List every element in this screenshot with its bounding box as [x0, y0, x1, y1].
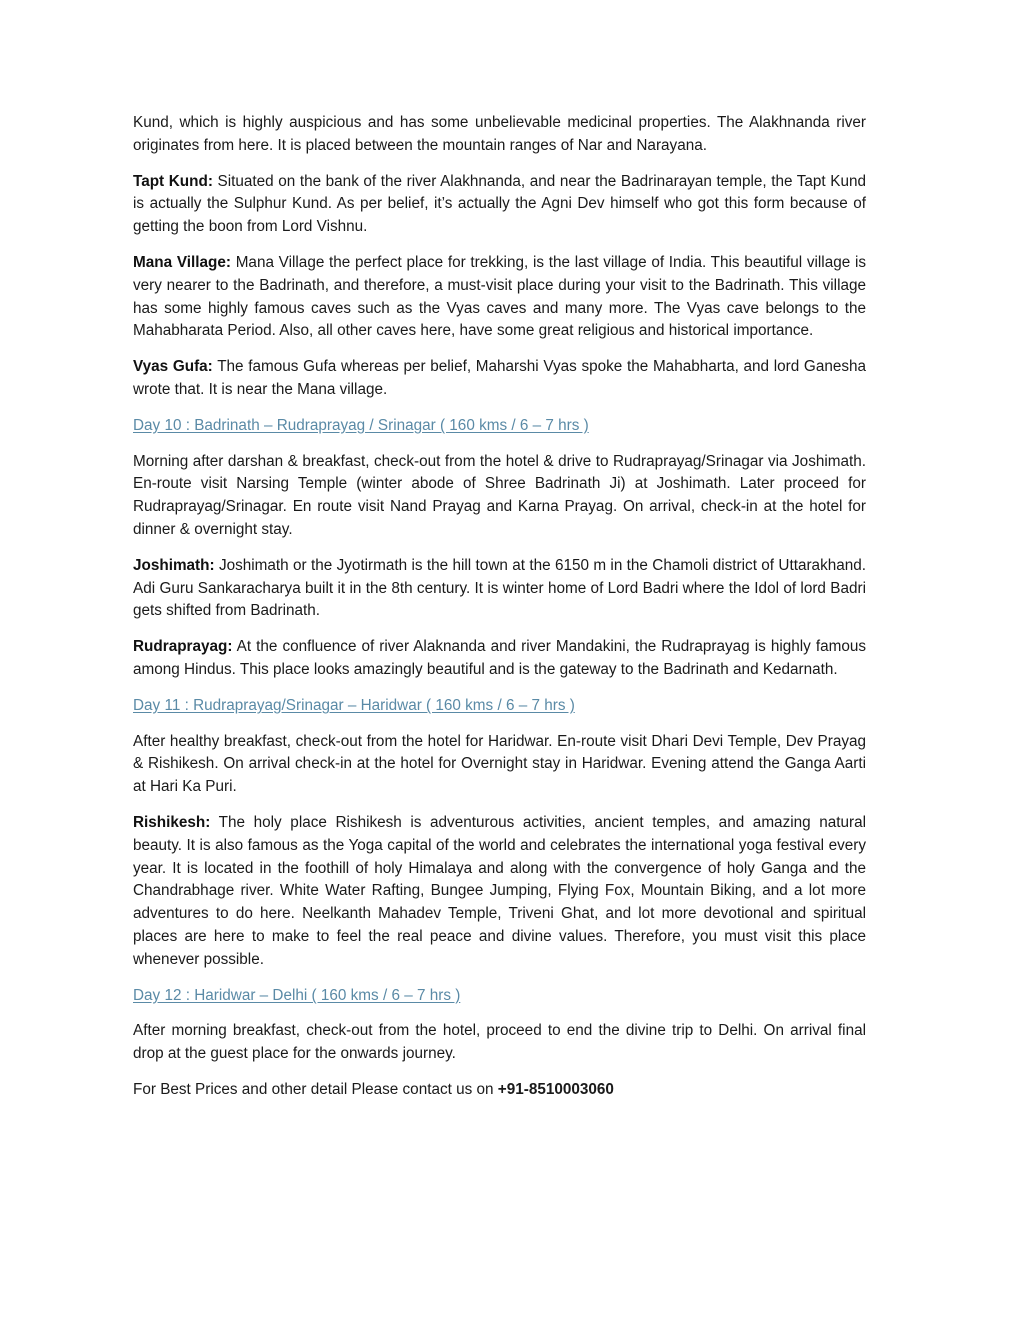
rudraprayag-term: Rudraprayag:	[133, 638, 233, 656]
document-page	[133, 112, 866, 1102]
mana-village-term: Mana Village:	[133, 253, 231, 271]
contact-text: For Best Prices and other detail Please contact us on	[133, 1080, 498, 1098]
rishikesh-term: Rishikesh:	[133, 813, 211, 831]
day12-paragraph: After morning breakfast, check-out from the hotel, proceed to end the divine trip to Delhi. On arrival final drop at the guest place for the onwards journey.	[133, 1022, 866, 1063]
vyas-gufa-term: Vyas Gufa:	[133, 358, 213, 376]
tapt-kund-text: Situated on the bank of the river Alakhnanda, and near the Badrinarayan temple, the Tapt Kund is actually the Sulphur Kund. As per belief, it’s actually the Agni Dev himself who got this form because of getting the boon from Lord Vishnu.	[133, 172, 866, 236]
joshimath-text: Joshimath or the Jyotirmath is the hill town at the 6150 m in the Chamoli district of Uttarakhand. Adi Guru Sankaracharya built it in the 8th century. It is winter home of Lord Badri where the Idol of lord Badri gets shifted from Badrinath.	[133, 556, 866, 620]
contact-phone: +91-8510003060	[497, 1080, 614, 1098]
vyas-gufa-paragraph	[133, 356, 866, 402]
mana-village-paragraph	[133, 252, 866, 343]
mana-village-text: Mana Village the perfect place for trekking, is the last village of India. This beautiful village is very nearer to the Badrinath, and therefore, a must-visit place during your visit to the Badrinath. This village has some highly famous caves such as the Vyas caves and many more. The Vyas cave belongs to the Mahabharata Period. Also, all other caves here, have some great religious and historical importance.	[133, 253, 867, 340]
rishikesh-text: The holy place Rishikesh is adventurous activities, ancient temples, and amazing natural beauty. It is also famous as the Yoga capital of the world and celebrates the international yoga festival every year. It is located in the foothill of holy Himalaya and along with the convergence of holy Ganga and the Chandrabhage river. White Water Rafting, Bungee Jumping, Flying Fox, Mountain Biking, and a lot more adventures to do here. Neelkanth Mahadev Temple, Triveni Ghat, and lot more devotional and spiritual places are here to make to feel the real peace and divine values. Therefore, you must visit this place whenever possible.	[133, 813, 866, 968]
day11-paragraph: After healthy breakfast, check-out from the hotel for Haridwar. En-route visit Dhari Devi Temple, Dev Prayag & Rishikesh. On arrival check-in at the hotel for Overnight stay in Haridwar. Evening attend the Ganga Aarti at Hari Ka Puri.	[133, 732, 866, 796]
vyas-gufa-text: The famous Gufa whereas per belief, Maharshi Vyas spoke the Mahabharta, and lord Ganesha wrote that. It is near the Mana village.	[133, 358, 866, 398]
rudraprayag-text: At the confluence of river Alaknanda and river Mandakini, the Rudraprayag is highly famous among Hindus. This place looks amazingly beautiful and is the gateway to the Badrinath and Kedarnath.	[133, 638, 866, 678]
day11-heading-link[interactable]: Day 11 : Rudraprayag/Srinagar – Haridwar ( 160 kms / 6 – 7 hrs )	[133, 696, 575, 714]
intro-paragraph: Kund, which is highly auspicious and has some unbelievable medicinal properties. The Alakhnanda river originates from here. It is placed between the mountain ranges of Nar and Narayana.	[133, 114, 866, 154]
day12-heading-link[interactable]: Day 12 : Haridwar – Delhi ( 160 kms / 6 – 7 hrs )	[133, 986, 461, 1004]
joshimath-term: Joshimath:	[133, 556, 215, 574]
rishikesh-paragraph	[133, 812, 866, 972]
contact-line	[133, 1079, 866, 1102]
rudraprayag-paragraph	[133, 636, 866, 682]
joshimath-paragraph	[133, 555, 866, 623]
day10-paragraph: Morning after darshan & breakfast, check-out from the hotel & drive to Rudraprayag/Srinagar via Joshimath. En-route visit Narsing Temple (winter abode of Shree Badrinath Ji) at Joshimath. Later proceed for Rudraprayag/Srinagar. En route visit Nand Prayag and Karna Prayag. On arrival, check-in at the hotel for dinner & overnight stay.	[133, 452, 866, 538]
tapt-kund-paragraph	[133, 171, 866, 239]
tapt-kund-term: Tapt Kund:	[133, 172, 213, 190]
day10-heading-link[interactable]: Day 10 : Badrinath – Rudraprayag / Srinagar ( 160 kms / 6 – 7 hrs )	[133, 416, 589, 434]
